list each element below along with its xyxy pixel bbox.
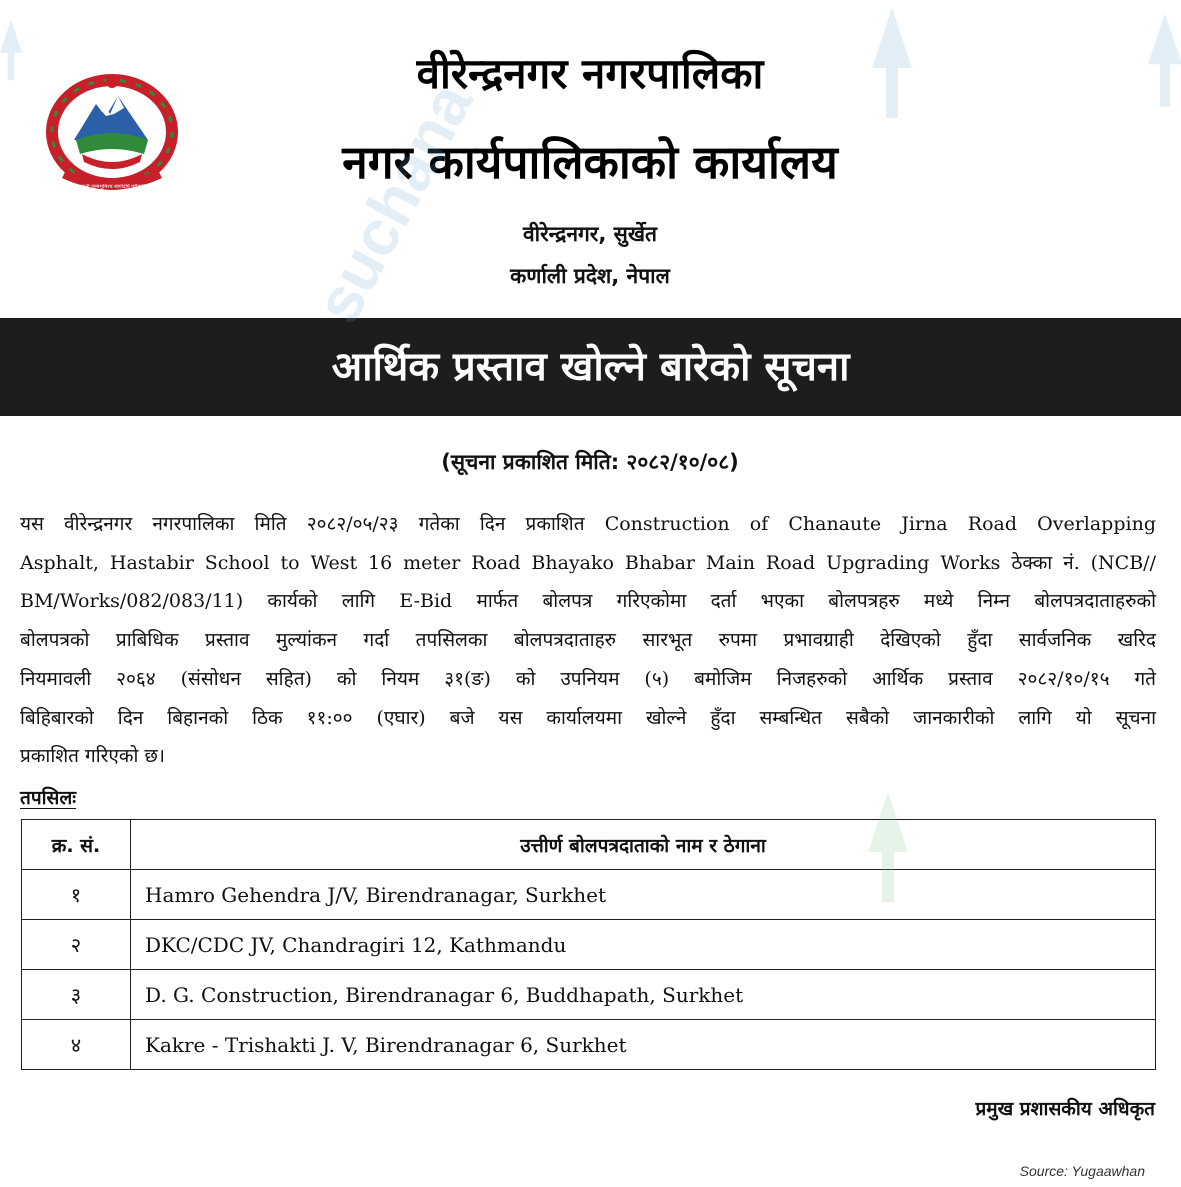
table-row xyxy=(22,870,1156,920)
bidder-name-cell: DKC/CDC JV, Chandragiri 12, Kathmandu xyxy=(131,920,1156,970)
signatory-title: प्रमुख प्रशासकीय अधिकृत xyxy=(975,1098,1155,1120)
table-row xyxy=(22,920,1156,970)
source-credit: Source: Yugaawhan xyxy=(1019,1163,1145,1179)
serial-number-header: क्र. सं. xyxy=(22,820,131,870)
body-line: नियमावली २०६४ (संसोधन सहित) को नियम ३१(ङ) को उपनियम (५) बमोजिम निजहरुको आर्थिक प्रस्ताव २०८२/१०/१५ गते xyxy=(20,667,1156,690)
table-row xyxy=(22,1020,1156,1070)
watermark-text: suchana xyxy=(300,71,487,335)
watermark-arrow-icon xyxy=(1148,10,1181,110)
emblem-motto: जननी जन्मभूमिश्च स्वर्गादपि गरीयसी xyxy=(78,184,146,190)
bidder-name-header: उत्तीर्ण बोलपत्रदाताको नाम र ठेगाना xyxy=(131,820,1156,870)
table-row xyxy=(22,970,1156,1020)
publication-date: (सूचना प्रकाशित मिति: २०८२/१०/०८) xyxy=(441,450,739,474)
notice-title-banner: आर्थिक प्रस्ताव खोल्ने बारेको सूचना xyxy=(0,318,1181,416)
notice-body xyxy=(20,505,1156,776)
body-line: बोलपत्रको प्राबिधिक प्रस्ताव मुल्यांकन गर्दा तपसिलका बोलपत्रदाताहरु सारभूत रुपमा प्रभावग्राही देखिएको हुँदा सार्वजनिक खरिद xyxy=(20,629,1156,652)
qualified-bidders-table xyxy=(21,819,1156,1070)
nepal-emblem-icon xyxy=(44,74,180,192)
bidder-name-cell: Kakre - Trishakti J. V, Birendranagar 6, Surkhet xyxy=(131,1020,1156,1070)
serial-number-cell: २ xyxy=(22,920,131,970)
address-line-1: वीरेन्द्रनगर, सुर्खेत xyxy=(522,222,658,246)
address-line-2: कर्णाली प्रदेश, नेपाल xyxy=(510,264,670,288)
serial-number-cell: १ xyxy=(22,870,131,920)
municipality-name: वीरेन्द्रनगर नगरपालिका xyxy=(416,49,764,98)
body-line: BM/Works/082/083/11) कार्यको लागि E-Bid मार्फत बोलपत्र गरिएकोमा दर्ता भएका बोलपत्रहरु मध्ये निम्न बोलपत्रदाताहरुको xyxy=(20,590,1156,613)
body-line: Asphalt, Hastabir School to West 16 meter Road Bhayako Bhabar Main Road Upgrading Works ठेक्का नं. (NCB// xyxy=(20,551,1156,574)
serial-number-cell: ३ xyxy=(22,970,131,1020)
serial-number-cell: ४ xyxy=(22,1020,131,1070)
body-line: बिहिबारको दिन बिहानको ठिक ११:०० (एघार) बजे यस कार्यालयमा खोल्ने हुँदा सम्बन्धित सबैको जानकारीको लागि यो सूचना xyxy=(20,706,1156,729)
body-line: प्रकाशित गरिएको छ। xyxy=(20,745,166,768)
office-name: नगर कार्यपालिकाको कार्यालय xyxy=(342,135,838,189)
table-header-row xyxy=(22,820,1156,870)
body-line: यस वीरेन्द्रनगर नगरपालिका मिति २०८२/०५/२३ गतेका दिन प्रकाशित Construction of Chanaute Jirna Road Overlapping xyxy=(20,513,1156,535)
bidder-name-cell: Hamro Gehendra J/V, Birendranagar, Surkhet xyxy=(131,870,1156,920)
watermark-arrow-icon xyxy=(0,10,22,90)
bidder-name-cell: D. G. Construction, Birendranagar 6, Buddhapath, Surkhet xyxy=(131,970,1156,1020)
details-label: तपसिलः xyxy=(20,787,77,809)
